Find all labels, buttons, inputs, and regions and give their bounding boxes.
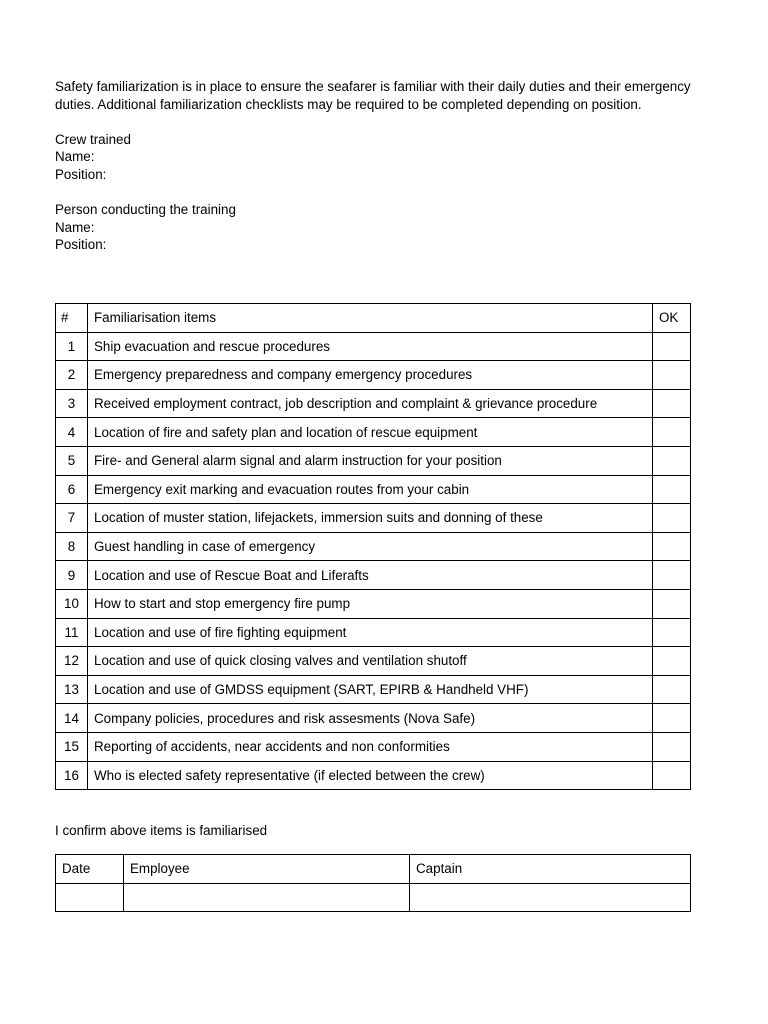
table-row (56, 361, 691, 390)
header-ok: OK (653, 304, 691, 333)
table-row (56, 446, 691, 475)
item-number: 1 (56, 332, 88, 361)
crew-name-label: Name: (55, 149, 95, 165)
document-body (55, 78, 705, 254)
item-description: Location and use of fire fighting equipment (88, 618, 653, 647)
item-description: Guest handling in case of emergency (88, 532, 653, 561)
table-row (56, 332, 691, 361)
item-description: Ship evacuation and rescue procedures (88, 332, 653, 361)
item-ok-checkbox-cell[interactable] (653, 675, 691, 704)
item-ok-checkbox-cell[interactable] (653, 589, 691, 618)
item-description: Location of muster station, lifejackets, immersion suits and donning of these (88, 504, 653, 533)
table-row (56, 589, 691, 618)
item-ok-checkbox-cell[interactable] (653, 446, 691, 475)
trainer-name-label: Name: (55, 219, 95, 235)
trainer-position-label: Position: (55, 237, 107, 253)
header-item: Familiarisation items (88, 304, 653, 333)
table-row (56, 532, 691, 561)
signoff-date-label: Date (56, 855, 124, 884)
signoff-date-field[interactable] (56, 883, 124, 912)
item-ok-checkbox-cell[interactable] (653, 389, 691, 418)
item-number: 5 (56, 446, 88, 475)
item-ok-checkbox-cell[interactable] (653, 618, 691, 647)
item-number: 8 (56, 532, 88, 561)
signoff-entry-row (56, 883, 691, 912)
signoff-table (55, 854, 691, 912)
signoff-employee-field[interactable] (124, 883, 410, 912)
item-number: 4 (56, 418, 88, 447)
crew-position-label: Position: (55, 166, 107, 182)
item-description: Company policies, procedures and risk assesments (Nova Safe) (88, 704, 653, 733)
item-description: Emergency exit marking and evacuation routes from your cabin (88, 475, 653, 504)
item-description: How to start and stop emergency fire pump (88, 589, 653, 618)
table-row (56, 761, 691, 790)
intro-paragraph: Safety familiarization is in place to ensure the seafarer is familiar with their daily duties and their emergency duties. Additional familiarization checklists may be required to be completed depending on position. (55, 79, 691, 112)
item-ok-checkbox-cell[interactable] (653, 504, 691, 533)
item-number: 3 (56, 389, 88, 418)
header-num: # (56, 304, 88, 333)
table-row (56, 732, 691, 761)
item-description: Location and use of quick closing valves and ventilation shutoff (88, 647, 653, 676)
item-number: 11 (56, 618, 88, 647)
item-description: Emergency preparedness and company emergency procedures (88, 361, 653, 390)
table-row (56, 618, 691, 647)
item-number: 13 (56, 675, 88, 704)
crew-heading: Crew trained (55, 131, 131, 147)
item-number: 9 (56, 561, 88, 590)
item-ok-checkbox-cell[interactable] (653, 761, 691, 790)
item-number: 10 (56, 589, 88, 618)
item-number: 16 (56, 761, 88, 790)
item-number: 2 (56, 361, 88, 390)
item-description: Received employment contract, job description and complaint & grievance procedure (88, 389, 653, 418)
signoff-header-row (56, 855, 691, 884)
item-number: 12 (56, 647, 88, 676)
table-row (56, 647, 691, 676)
item-number: 6 (56, 475, 88, 504)
item-ok-checkbox-cell[interactable] (653, 704, 691, 733)
table-row (56, 561, 691, 590)
item-number: 14 (56, 704, 88, 733)
item-ok-checkbox-cell[interactable] (653, 647, 691, 676)
item-description: Reporting of accidents, near accidents and non conformities (88, 732, 653, 761)
table-row (56, 475, 691, 504)
table-header-row (56, 304, 691, 333)
item-description: Who is elected safety representative (if elected between the crew) (88, 761, 653, 790)
item-description: Fire- and General alarm signal and alarm instruction for your position (88, 446, 653, 475)
item-ok-checkbox-cell[interactable] (653, 332, 691, 361)
item-number: 7 (56, 504, 88, 533)
table-row (56, 418, 691, 447)
item-description: Location and use of GMDSS equipment (SART, EPIRB & Handheld VHF) (88, 675, 653, 704)
trainer-heading: Person conducting the training (55, 202, 236, 218)
item-ok-checkbox-cell[interactable] (653, 418, 691, 447)
table-row (56, 504, 691, 533)
item-number: 15 (56, 732, 88, 761)
signoff-captain-field[interactable] (410, 883, 691, 912)
table-row (56, 704, 691, 733)
signoff-employee-label: Employee (124, 855, 410, 884)
item-description: Location and use of Rescue Boat and Liferafts (88, 561, 653, 590)
table-row (56, 675, 691, 704)
item-ok-checkbox-cell[interactable] (653, 561, 691, 590)
confirm-statement: I confirm above items is familiarised (55, 823, 268, 838)
item-ok-checkbox-cell[interactable] (653, 532, 691, 561)
table-row (56, 389, 691, 418)
item-ok-checkbox-cell[interactable] (653, 361, 691, 390)
item-ok-checkbox-cell[interactable] (653, 732, 691, 761)
signoff-captain-label: Captain (410, 855, 691, 884)
item-description: Location of fire and safety plan and location of rescue equipment (88, 418, 653, 447)
familiarisation-table (55, 303, 691, 790)
item-ok-checkbox-cell[interactable] (653, 475, 691, 504)
